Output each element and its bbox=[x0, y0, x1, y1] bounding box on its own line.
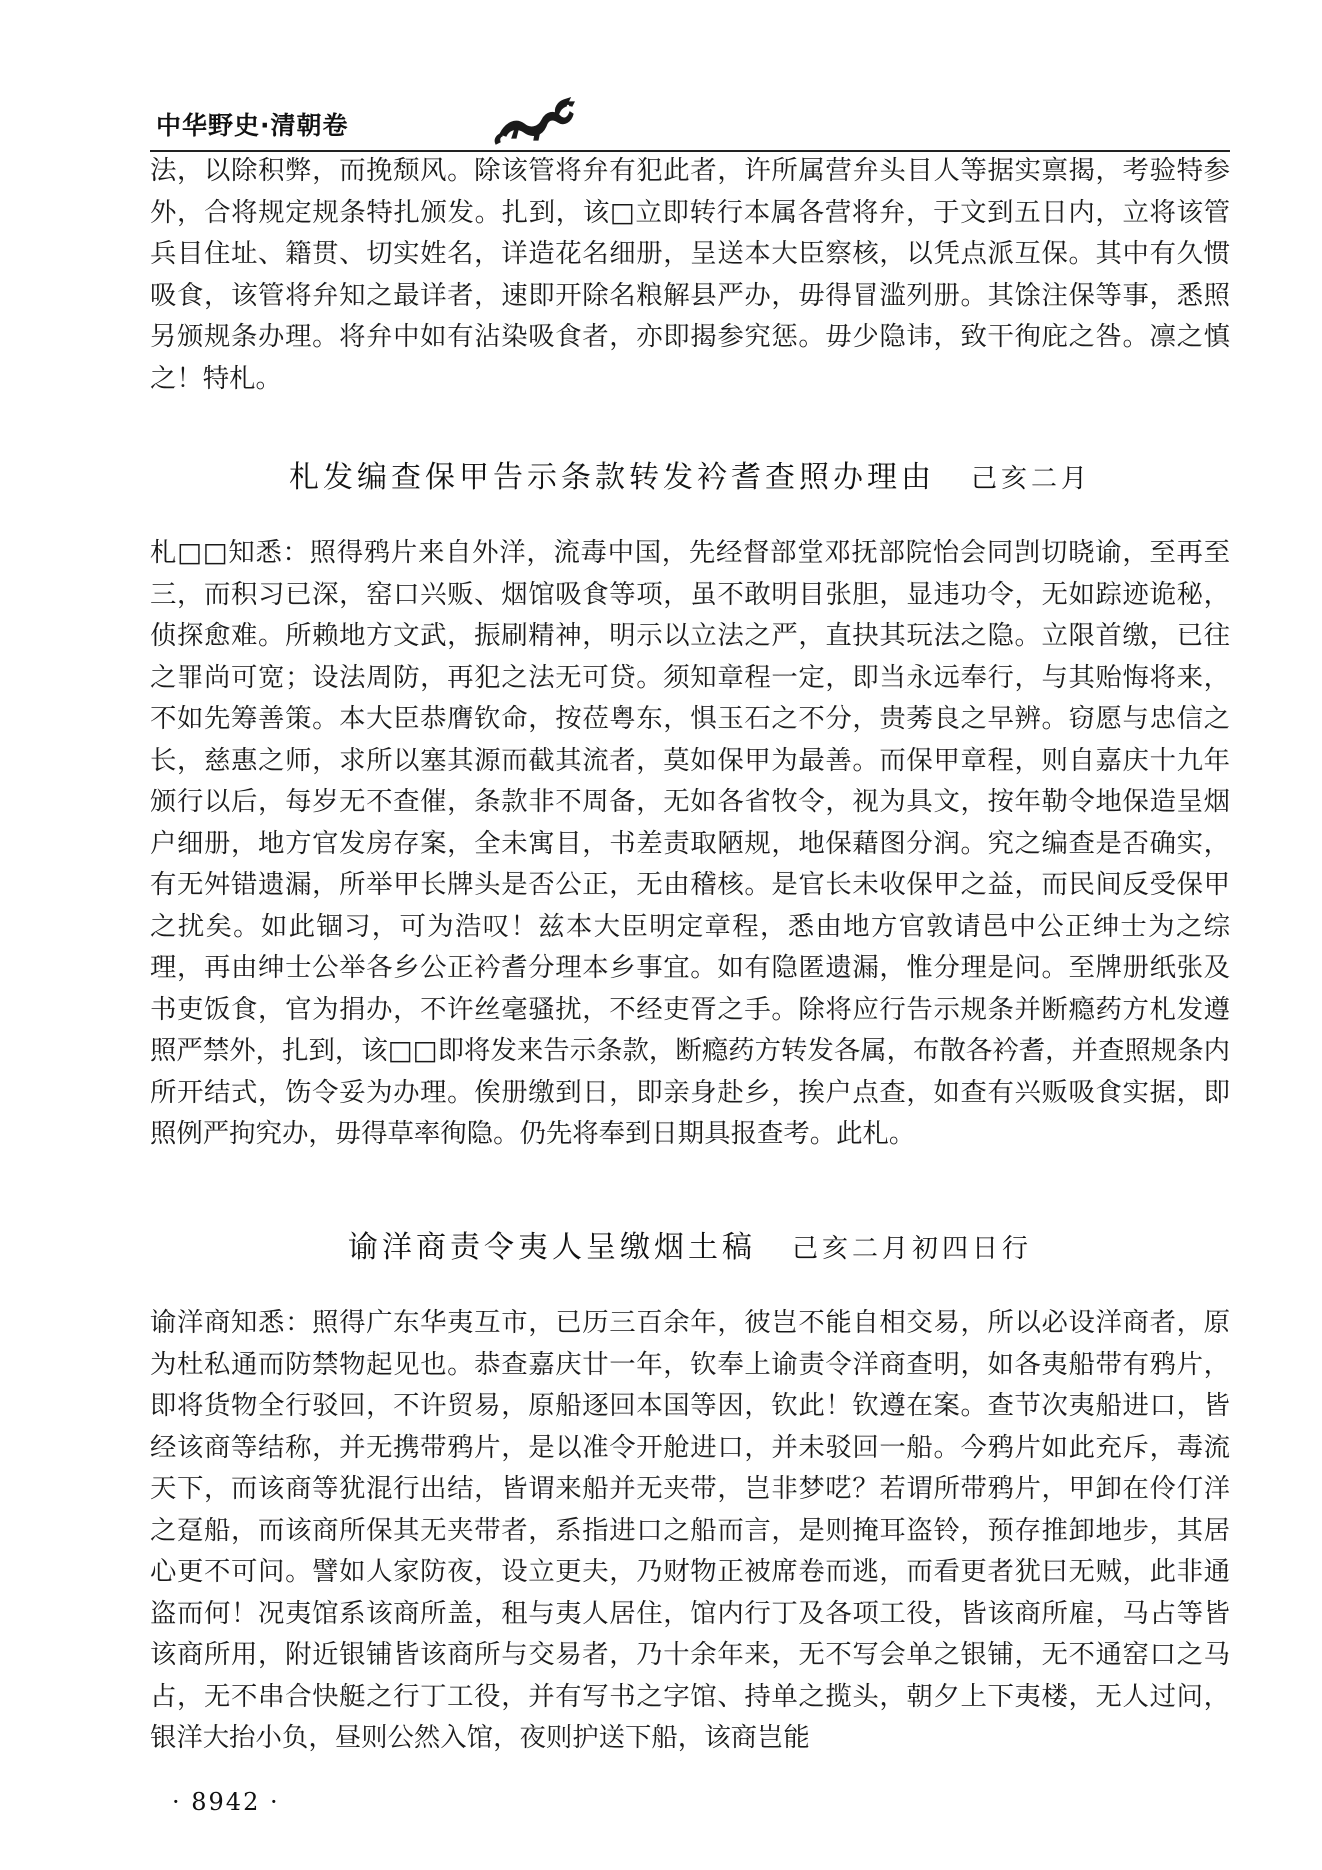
paragraph-block-3 bbox=[150, 1302, 1230, 1759]
heading-title: 札发编查保甲告示条款转发衿耆查照办理由 bbox=[288, 460, 935, 495]
dragon-emblem-icon bbox=[488, 94, 578, 152]
section-heading-1 bbox=[150, 452, 1230, 496]
heading-title: 谕洋商责令夷人呈缴烟土稿 bbox=[347, 1230, 756, 1265]
paragraph-text: 法，以除积弊，而挽颓风。除该管将弁有犯此者，许所属营弁头目人等据实禀揭，考验特参外，合将规定规条特扎颁发。扎到，该□立即转行本属各营将弁，于文到五日内，立将该管兵目住址、籍贯、切实姓名，详造花名细册，呈送本大臣察核，以凭点派互保。其中有久惯吸食，该管将弁知之最详者，速即开除名粮解县严办，毋得冒滥列册。其馀注保等事，悉照另颁规条办理。将弁中如有沾染吸食者，亦即揭参究惩。毋少隐讳，致干徇庇之咎。凛之慎之！特札。 bbox=[150, 155, 1230, 394]
page-number: · 8942 · bbox=[172, 1788, 280, 1816]
paragraph-block-2 bbox=[150, 532, 1230, 1155]
series-title: 中华野史·清朝卷 bbox=[156, 111, 349, 140]
heading-date: 己亥二月初四日行 bbox=[791, 1234, 1032, 1264]
heading-date: 己亥二月 bbox=[970, 464, 1091, 494]
section-heading-2 bbox=[150, 1222, 1230, 1266]
paragraph-text: 札□□知悉：照得鸦片来自外洋，流毒中国，先经督部堂邓抚部院怡会同剀切晓谕，至再至三，而积习已深，窑口兴贩、烟馆吸食等项，虽不敢明目张胆，显违功令，无如踪迹诡秘，侦探愈难。所赖地方文武，振刷精神，明示以立法之严，直抉其玩法之隐。立限首缴，已往之罪尚可宽；设法周防，再犯之法无可贷。须知章程一定，即当永远奉行，与其贻悔将来，不如先筹善策。本大臣恭膺钦命，按莅粤东，惧玉石之不分，贵莠良之早辨。窃愿与忠信之长，慈惠之师，求所以塞其源而截其流者，莫如保甲为最善。而保甲章程，则自嘉庆十九年颁行以后，每岁无不查催，条款非不周备，无如各省牧令，视为具文，按年勒令地保造呈烟户细册，地方官发房存案，全未寓目，书差责取陋规，地保藉图分润。究之编查是否确实，有无舛错遗漏，所举甲长牌头是否公正，无由稽核。是官长未收保甲之益，而民间反受保甲之扰矣。如此锢习，可为浩叹！兹本大臣明定章程，悉由地方官敦请邑中公正绅士为之综理，再由绅士公举各乡公正衿耆分理本乡事宜。如有隐匿遗漏，惟分理是问。至牌册纸张及书吏饭食，官为捐办，不许丝毫骚扰，不经吏胥之手。除将应行告示规条并断瘾药方札发遵照严禁外，扎到，该□□即将发来告示条款，断瘾药方转发各属，布散各衿耆，并查照规条内所开结式，饬令妥为办理。俟册缴到日，即亲身赴乡，挨户点查，如查有兴贩吸食实据，即照例严拘究办，毋得草率徇隐。仍先将奉到日期具报查考。此札。 bbox=[150, 537, 1230, 1149]
paragraph-block-1 bbox=[150, 150, 1230, 399]
paragraph-text: 谕洋商知悉：照得广东华夷互市，已历三百余年，彼岂不能自相交易，所以必设洋商者，原为杜私通而防禁物起见也。恭查嘉庆廿一年，钦奉上谕责令洋商查明，如各夷船带有鸦片，即将货物全行驳回，不许贸易，原船逐回本国等因，钦此！钦遵在案。查节次夷船进口，皆经该商等结称，并无携带鸦片，是以准令开舱进口，并未驳回一船。今鸦片如此充斥，毒流天下，而该商等犹混行出结，皆谓来船并无夹带，岂非梦呓？若谓所带鸦片，甲卸在伶仃洋之趸船，而该商所保其无夹带者，系指进口之船而言，是则掩耳盗铃，预存推卸地步，其居心更不可问。譬如人家防夜，设立更夫，乃财物正被席卷而逃，而看更者犹曰无贼，此非通盗而何！况夷馆系该商所盖，租与夷人居住，馆内行丁及各项工役，皆该商所雇，马占等皆该商所用，附近银铺皆该商所与交易者，乃十余年来，无不写会单之银铺，无不通窑口之马占，无不串合快艇之行丁工役，并有写书之字馆、持单之揽头，朝夕上下夷楼，无人过问，银洋大抬小负，昼则公然入馆，夜则护送下船，该商岂能 bbox=[150, 1307, 1230, 1753]
